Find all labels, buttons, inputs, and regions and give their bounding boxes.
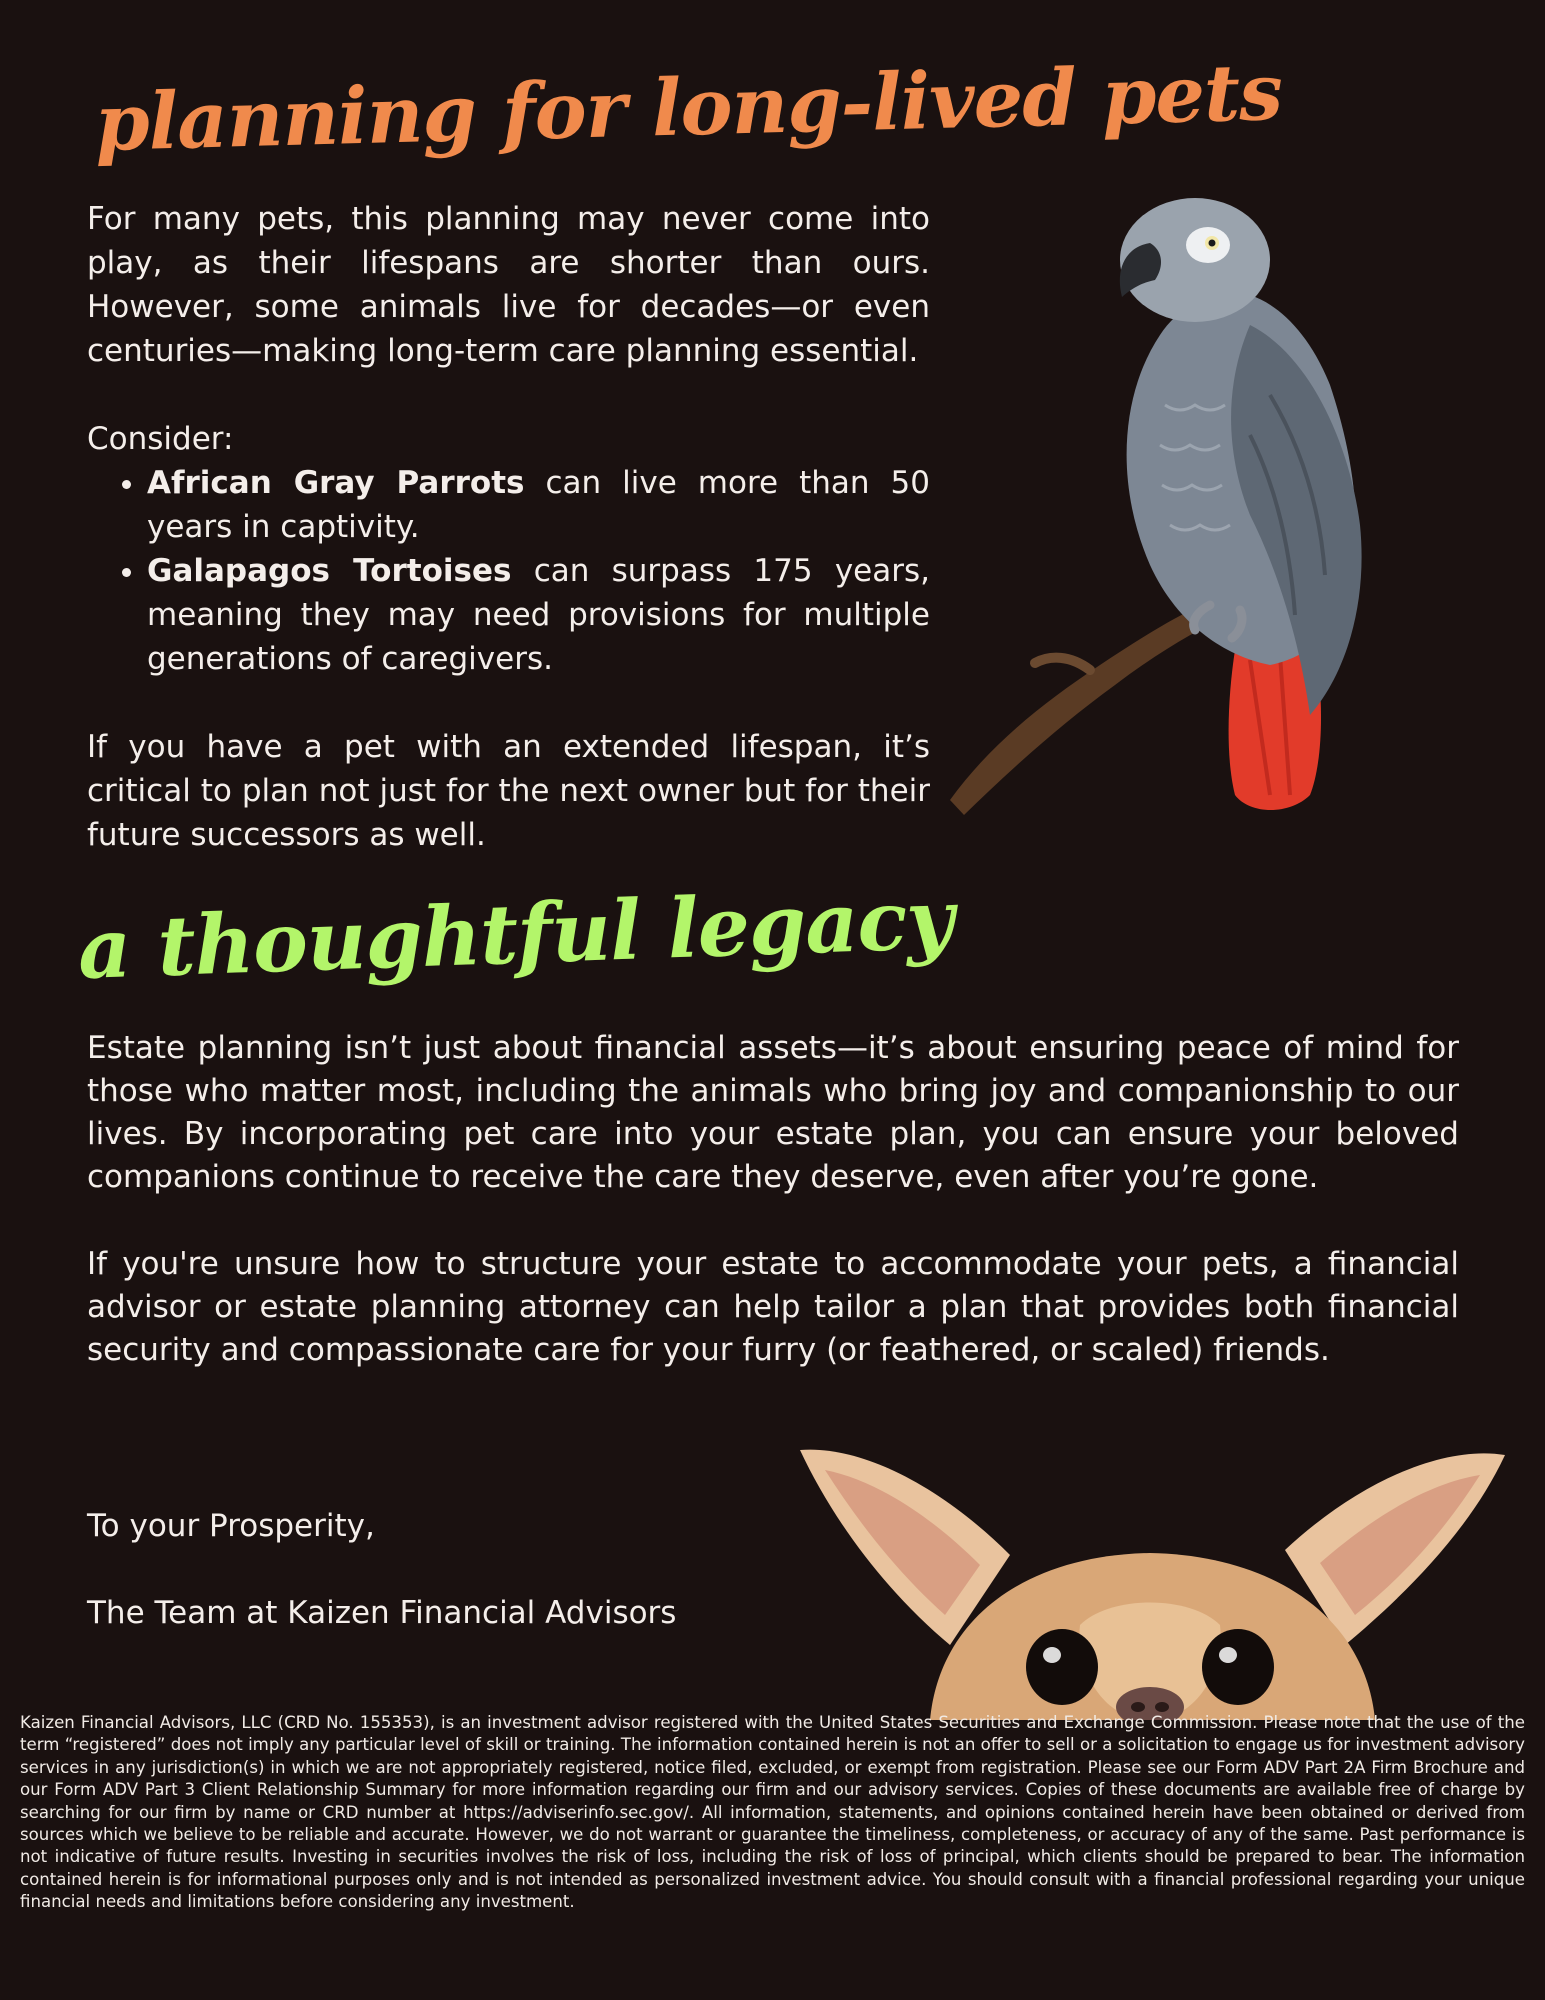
signoff-team: The Team at Kaizen Financial Advisors [87, 1595, 677, 1631]
estate-planning-paragraph: Estate planning isn’t just about financial assets—it’s about ensuring peace of mind for those who matter most, including the animals who bring joy and companionship to our lives. By incorporating pet care into your estate plan, you can ensure your beloved companions continue to receive the care they deserve, even after you’re gone. [87, 1030, 1459, 1195]
consider-label: Consider: [87, 421, 234, 457]
extended-lifespan-paragraph: If you have a pet with an extended lifespan, it’s critical to plan not just for the next owner but for their future successors as well. [87, 729, 930, 853]
legacy-section [87, 1027, 1459, 1372]
heading-thoughtful-legacy: a thoughtful legacy [76, 871, 955, 998]
legal-disclaimer: Kaizen Financial Advisors, LLC (CRD No. 155353), is an investment advisor registered with the United States Securities and Exchange Commission. Please note that the use of the term “registered” does not imply any particular level of skill or training. The information contained herein is not an offer to sell or a solicitation to engage us for investment advisory services in any jurisdiction(s) in which we are not appropriately registered, notice filed, excluded, or exempt from registration. Please see our Form ADV Part 2A Firm Brochure and our Form ADV Part 3 Client Relationship Summary for more information regarding our firm and our advisory services. Copies of these documents are available free of charge by searching for our firm by name or CRD number at https://adviserinfo.sec.gov/. All information, statements, and opinions contained herein have been obtained or derived from sources which we believe to be reliable and accurate. However, we do not warrant or guarantee the timeliness, completeness, or accuracy of any of the same. Past performance is not indicative of future results. Investing in securities involves the risk of loss, including the risk of loss of principal, which clients should be prepared to bear. The information contained herein is for informational purposes only and is not intended as personalized investment advice. You should consult with a financial professional regarding your unique financial needs and limitations before considering any investment. [20, 1713, 1525, 1912]
signoff [87, 1505, 676, 1635]
advisor-paragraph: If you're unsure how to structure your estate to accommodate your pets, a financial advisor or estate planning attorney can help tailor a plan that provides both financial security and compassionate care for your furry (or feathered, or scaled) friends. [87, 1246, 1459, 1368]
list-item: • African Gray Parrots can live more than 50 years in captivity. [147, 461, 930, 549]
african-gray-parrot-image [950, 185, 1420, 825]
heading-planning-long-lived-pets: planning for long-lived pets [93, 46, 1284, 169]
intro-section [87, 197, 930, 857]
signoff-line: To your Prosperity, [87, 1508, 375, 1544]
lifespan-list [87, 461, 930, 681]
chihuahua-peeking-image [780, 1445, 1520, 1720]
list-item: • Galapagos Tortoises can surpass 175 years, meaning they may need provisions for multiple generations of caregivers. [147, 549, 930, 681]
intro-paragraph: For many pets, this planning may never come into play, as their lifespans are shorter than ours. However, some animals live for decades—or even centuries—making long-term care planning essential. [87, 201, 930, 369]
